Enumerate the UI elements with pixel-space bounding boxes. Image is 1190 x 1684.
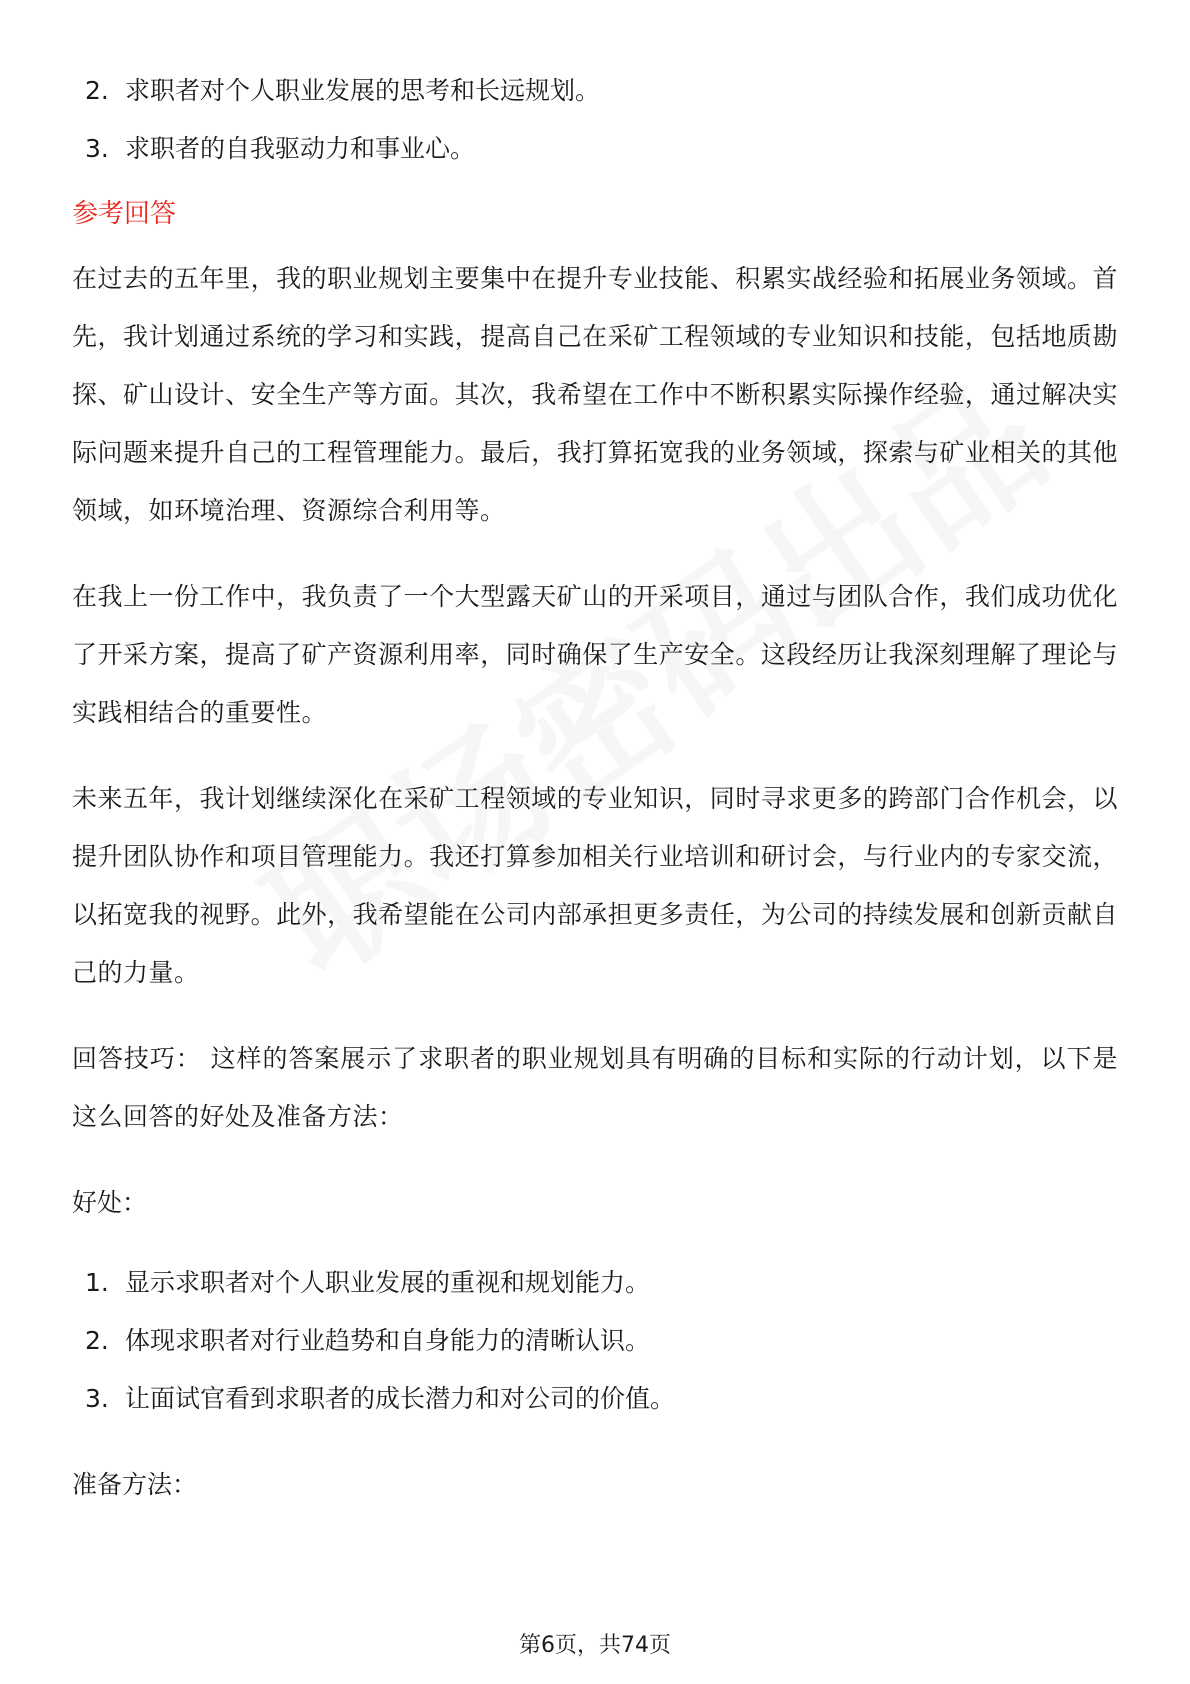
list-text: 求职者的自我驱动力和事业心。 [125,134,476,163]
prep-label: 准备方法： [72,1470,198,1499]
answer-heading: 参考回答 [72,199,177,229]
answer-tips: 回答技巧： 这样的答案展示了求职者的职业规划具有明确的目标和实际的行动计划，以下是这么回答的好处及准备方法： [72,1044,1118,1131]
document-page [72,62,1118,1514]
list-number: 2. [85,76,109,105]
list-item [85,1370,1118,1428]
list-number: 2. [85,1326,109,1355]
benefits-label: 好处： [72,1188,148,1217]
paragraph-previous-job: 在我上一份工作中，我负责了一个大型露天矿山的开采项目，通过与团队合作，我们成功优化了开采方案，提高了矿产资源利用率，同时确保了生产安全。这段经历让我深刻理解了理论与实践相结合的重要性。 [72,582,1118,727]
list-text: 体现求职者对行业趋势和自身能力的清晰认识。 [125,1326,651,1355]
benefits-list [72,1254,1118,1428]
list-text: 让面试官看到求职者的成长潜力和对公司的价值。 [125,1384,676,1413]
paragraph-career-plan: 在过去的五年里，我的职业规划主要集中在提升专业技能、积累实战经验和拓展业务领域。首先，我计划通过系统的学习和实践，提高自己在采矿工程领域的专业知识和技能，包括地质勘探、矿山设计、安全生产等方面。其次，我希望在工作中不断积累实际操作经验，通过解决实际问题来提升自己的工程管理能力。最后，我打算拓宽我的业务领域，探索与矿业相关的其他领域，如环境治理、资源综合利用等。 [72,264,1118,525]
list-text: 显示求职者对个人职业发展的重视和规划能力。 [125,1268,651,1297]
list-number: 3. [85,1384,109,1413]
list-number: 1. [85,1268,109,1297]
top-list [72,62,1118,178]
list-item [85,62,1118,120]
paragraph-future-plan: 未来五年，我计划继续深化在采矿工程领域的专业知识，同时寻求更多的跨部门合作机会，以提升团队协作和项目管理能力。我还打算参加相关行业培训和研讨会，与行业内的专家交流，以拓宽我的视野。此外，我希望能在公司内部承担更多责任，为公司的持续发展和创新贡献自己的力量。 [72,784,1118,987]
list-item [85,1254,1118,1312]
page-footer: 第6页，共74页 [519,1633,671,1658]
list-number: 3. [85,134,109,163]
list-text: 求职者对个人职业发展的思考和长远规划。 [125,76,601,105]
list-item [85,120,1118,178]
list-item [85,1312,1118,1370]
